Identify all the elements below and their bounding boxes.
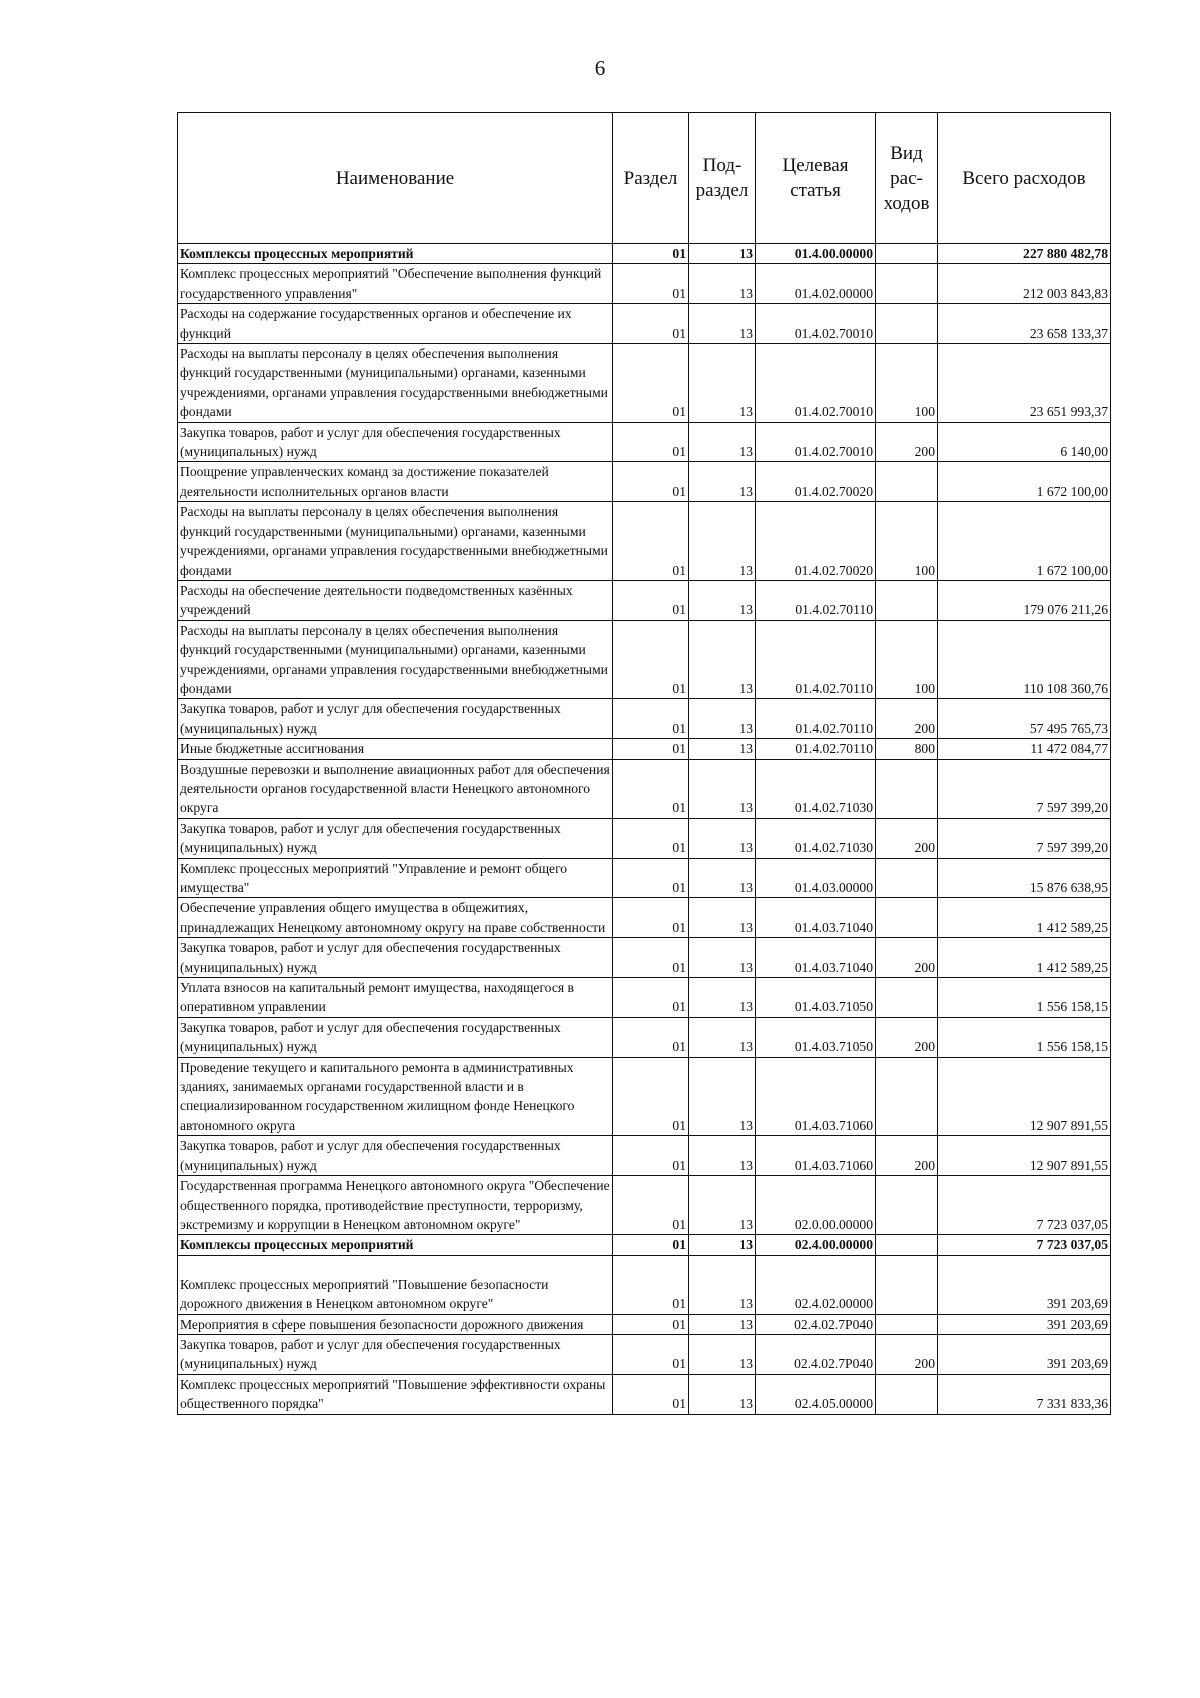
row-target-article: 02.0.00.00000 xyxy=(756,1176,876,1235)
table-row xyxy=(178,978,1111,1018)
header-subsection: Под-раздел xyxy=(689,113,756,244)
row-expense-type: 800 xyxy=(876,739,938,759)
table-row xyxy=(178,244,1111,264)
row-total: 6 140,00 xyxy=(938,422,1111,462)
row-total: 11 472 084,77 xyxy=(938,739,1111,759)
row-subsection: 13 xyxy=(689,462,756,502)
table-row xyxy=(178,502,1111,581)
row-subsection: 13 xyxy=(689,244,756,264)
row-section: 01 xyxy=(613,264,689,304)
row-expense-type xyxy=(876,1255,938,1314)
row-name: Расходы на выплаты персоналу в целях обеспечения выполнения функций государственными (муниципальными) органами, казенными учреждениями, органами управления государственными внебюджетными фондами xyxy=(178,344,613,423)
row-subsection: 13 xyxy=(689,264,756,304)
row-subsection: 13 xyxy=(689,1136,756,1176)
row-target-article: 02.4.02.00000 xyxy=(756,1255,876,1314)
table-row xyxy=(178,422,1111,462)
row-total: 7 331 833,36 xyxy=(938,1374,1111,1414)
header-expense-type: Вид рас-ходов xyxy=(876,113,938,244)
row-name: Закупка товаров, работ и услуг для обеспечения государственных (муниципальных) нужд xyxy=(178,422,613,462)
row-subsection: 13 xyxy=(689,1017,756,1057)
row-total: 7 723 037,05 xyxy=(938,1235,1111,1255)
row-total: 391 203,69 xyxy=(938,1314,1111,1334)
row-section: 01 xyxy=(613,580,689,620)
row-section: 01 xyxy=(613,978,689,1018)
row-expense-type xyxy=(876,898,938,938)
row-total: 12 907 891,55 xyxy=(938,1136,1111,1176)
row-expense-type: 200 xyxy=(876,699,938,739)
header-name: Наименование xyxy=(178,113,613,244)
row-target-article: 02.4.02.7Р040 xyxy=(756,1334,876,1374)
row-total: 179 076 211,26 xyxy=(938,580,1111,620)
header-section: Раздел xyxy=(613,113,689,244)
row-target-article: 02.4.05.00000 xyxy=(756,1374,876,1414)
row-target-article: 01.4.02.00000 xyxy=(756,264,876,304)
row-name: Расходы на выплаты персоналу в целях обеспечения выполнения функций государственными (муниципальными) органами, казенными учреждениями, органами управления государственными внебюджетными фондами xyxy=(178,502,613,581)
row-section: 01 xyxy=(613,244,689,264)
row-expense-type xyxy=(876,264,938,304)
table-row xyxy=(178,1334,1111,1374)
table-row xyxy=(178,938,1111,978)
row-expense-type: 200 xyxy=(876,1334,938,1374)
table-row xyxy=(178,1057,1111,1136)
row-expense-type: 200 xyxy=(876,1017,938,1057)
row-subsection: 13 xyxy=(689,1374,756,1414)
table-row xyxy=(178,1176,1111,1235)
budget-table xyxy=(177,112,1111,1415)
table-row xyxy=(178,759,1111,818)
table-row xyxy=(178,699,1111,739)
row-expense-type: 100 xyxy=(876,502,938,581)
row-section: 01 xyxy=(613,1017,689,1057)
row-name: Закупка товаров, работ и услуг для обеспечения государственных (муниципальных) нужд xyxy=(178,938,613,978)
row-section: 01 xyxy=(613,1334,689,1374)
row-total: 7 597 399,20 xyxy=(938,759,1111,818)
row-name: Комплекс процессных мероприятий "Обеспечение выполнения функций государственного управления" xyxy=(178,264,613,304)
row-expense-type: 200 xyxy=(876,1136,938,1176)
table-row xyxy=(178,1255,1111,1314)
row-section: 01 xyxy=(613,759,689,818)
row-total: 1 556 158,15 xyxy=(938,1017,1111,1057)
row-total: 391 203,69 xyxy=(938,1255,1111,1314)
row-target-article: 01.4.02.70010 xyxy=(756,422,876,462)
row-name: Комплекс процессных мероприятий "Повышение эффективности охраны общественного порядка" xyxy=(178,1374,613,1414)
row-subsection: 13 xyxy=(689,1235,756,1255)
table-row xyxy=(178,344,1111,423)
row-total: 227 880 482,78 xyxy=(938,244,1111,264)
row-total: 7 723 037,05 xyxy=(938,1176,1111,1235)
row-expense-type xyxy=(876,244,938,264)
row-subsection: 13 xyxy=(689,1314,756,1334)
row-section: 01 xyxy=(613,818,689,858)
row-name: Расходы на обеспечение деятельности подведомственных казённых учреждений xyxy=(178,580,613,620)
row-name: Комплекс процессных мероприятий "Повышение безопасности дорожного движения в Ненецком автономном округе" xyxy=(178,1255,613,1314)
row-subsection: 13 xyxy=(689,304,756,344)
row-target-article: 01.4.03.00000 xyxy=(756,858,876,898)
row-total: 1 412 589,25 xyxy=(938,898,1111,938)
row-total: 23 658 133,37 xyxy=(938,304,1111,344)
row-target-article: 01.4.03.71040 xyxy=(756,898,876,938)
row-target-article: 01.4.02.70110 xyxy=(756,739,876,759)
row-target-article: 01.4.02.70010 xyxy=(756,344,876,423)
row-section: 01 xyxy=(613,739,689,759)
row-section: 01 xyxy=(613,699,689,739)
row-total: 1 672 100,00 xyxy=(938,502,1111,581)
row-name: Закупка товаров, работ и услуг для обеспечения государственных (муниципальных) нужд xyxy=(178,699,613,739)
row-target-article: 01.4.02.71030 xyxy=(756,818,876,858)
row-total: 1 556 158,15 xyxy=(938,978,1111,1018)
row-section: 01 xyxy=(613,938,689,978)
row-total: 1 412 589,25 xyxy=(938,938,1111,978)
row-name: Закупка товаров, работ и услуг для обеспечения государственных (муниципальных) нужд xyxy=(178,818,613,858)
row-total: 110 108 360,76 xyxy=(938,620,1111,699)
row-expense-type xyxy=(876,1374,938,1414)
row-section: 01 xyxy=(613,1314,689,1334)
row-section: 01 xyxy=(613,858,689,898)
row-target-article: 02.4.00.00000 xyxy=(756,1235,876,1255)
row-target-article: 01.4.02.70020 xyxy=(756,502,876,581)
row-name: Обеспечение управления общего имущества в общежитиях, принадлежащих Ненецкому автономному округу на праве собственности xyxy=(178,898,613,938)
row-section: 01 xyxy=(613,462,689,502)
table-row xyxy=(178,818,1111,858)
row-subsection: 13 xyxy=(689,344,756,423)
row-target-article: 01.4.03.71050 xyxy=(756,1017,876,1057)
row-section: 01 xyxy=(613,898,689,938)
page-number: 6 xyxy=(594,56,606,80)
row-name: Закупка товаров, работ и услуг для обеспечения государственных (муниципальных) нужд xyxy=(178,1136,613,1176)
row-subsection: 13 xyxy=(689,818,756,858)
row-target-article: 01.4.02.70110 xyxy=(756,580,876,620)
row-subsection: 13 xyxy=(689,422,756,462)
row-target-article: 01.4.03.71040 xyxy=(756,938,876,978)
row-expense-type xyxy=(876,1314,938,1334)
row-name: Проведение текущего и капитального ремонта в административных зданиях, занимаемых органами государственной власти и в специализированном государственном жилищном фонде Ненецкого автономного округа xyxy=(178,1057,613,1136)
row-target-article: 01.4.03.71060 xyxy=(756,1057,876,1136)
row-subsection: 13 xyxy=(689,858,756,898)
row-expense-type xyxy=(876,1235,938,1255)
table-row xyxy=(178,1136,1111,1176)
row-target-article: 01.4.02.71030 xyxy=(756,759,876,818)
row-subsection: 13 xyxy=(689,739,756,759)
row-expense-type xyxy=(876,1057,938,1136)
row-name: Закупка товаров, работ и услуг для обеспечения государственных (муниципальных) нужд xyxy=(178,1017,613,1057)
row-subsection: 13 xyxy=(689,898,756,938)
row-total: 57 495 765,73 xyxy=(938,699,1111,739)
row-target-article: 01.4.02.70020 xyxy=(756,462,876,502)
row-subsection: 13 xyxy=(689,620,756,699)
row-total: 15 876 638,95 xyxy=(938,858,1111,898)
row-name: Иные бюджетные ассигнования xyxy=(178,739,613,759)
row-subsection: 13 xyxy=(689,699,756,739)
row-subsection: 13 xyxy=(689,1057,756,1136)
row-subsection: 13 xyxy=(689,1176,756,1235)
row-section: 01 xyxy=(613,1374,689,1414)
row-expense-type xyxy=(876,462,938,502)
row-total: 12 907 891,55 xyxy=(938,1057,1111,1136)
row-expense-type xyxy=(876,1176,938,1235)
row-total: 212 003 843,83 xyxy=(938,264,1111,304)
row-subsection: 13 xyxy=(689,938,756,978)
row-section: 01 xyxy=(613,1235,689,1255)
row-section: 01 xyxy=(613,1176,689,1235)
row-expense-type: 100 xyxy=(876,620,938,699)
table-row xyxy=(178,739,1111,759)
table-row xyxy=(178,1235,1111,1255)
row-target-article: 02.4.02.7Р040 xyxy=(756,1314,876,1334)
row-section: 01 xyxy=(613,344,689,423)
row-section: 01 xyxy=(613,422,689,462)
row-name: Поощрение управленческих команд за достижение показателей деятельности исполнительных органов власти xyxy=(178,462,613,502)
table-row xyxy=(178,304,1111,344)
row-section: 01 xyxy=(613,1255,689,1314)
row-total: 391 203,69 xyxy=(938,1334,1111,1374)
row-section: 01 xyxy=(613,1136,689,1176)
row-subsection: 13 xyxy=(689,978,756,1018)
header-target-article: Целевая статья xyxy=(756,113,876,244)
row-total: 7 597 399,20 xyxy=(938,818,1111,858)
row-name: Мероприятия в сфере повышения безопасности дорожного движения xyxy=(178,1314,613,1334)
row-target-article: 01.4.02.70010 xyxy=(756,304,876,344)
row-total: 23 651 993,37 xyxy=(938,344,1111,423)
row-total: 1 672 100,00 xyxy=(938,462,1111,502)
row-section: 01 xyxy=(613,304,689,344)
row-expense-type: 200 xyxy=(876,422,938,462)
table-row xyxy=(178,1374,1111,1414)
row-expense-type: 200 xyxy=(876,938,938,978)
header-total: Всего расходов xyxy=(938,113,1111,244)
row-name: Комплекс процессных мероприятий "Управление и ремонт общего имущества" xyxy=(178,858,613,898)
row-target-article: 01.4.00.00000 xyxy=(756,244,876,264)
table-row xyxy=(178,580,1111,620)
row-expense-type: 100 xyxy=(876,344,938,423)
table-row xyxy=(178,1314,1111,1334)
row-name: Уплата взносов на капитальный ремонт имущества, находящегося в оперативном управлении xyxy=(178,978,613,1018)
row-name: Расходы на содержание государственных органов и обеспечение их функций xyxy=(178,304,613,344)
row-subsection: 13 xyxy=(689,502,756,581)
table-row xyxy=(178,264,1111,304)
row-name: Расходы на выплаты персоналу в целях обеспечения выполнения функций государственными (муниципальными) органами, казенными учреждениями, органами управления государственными внебюджетными фондами xyxy=(178,620,613,699)
row-expense-type xyxy=(876,858,938,898)
row-subsection: 13 xyxy=(689,759,756,818)
row-expense-type xyxy=(876,759,938,818)
row-subsection: 13 xyxy=(689,1334,756,1374)
table-row xyxy=(178,1017,1111,1057)
table-row xyxy=(178,898,1111,938)
row-section: 01 xyxy=(613,502,689,581)
row-subsection: 13 xyxy=(689,1255,756,1314)
table-row xyxy=(178,462,1111,502)
row-expense-type xyxy=(876,304,938,344)
row-expense-type xyxy=(876,580,938,620)
row-name: Государственная программа Ненецкого автономного округа "Обеспечение общественного порядка, противодействие преступности, терроризму, экстремизму и коррупции в Ненецком автономном округе" xyxy=(178,1176,613,1235)
row-section: 01 xyxy=(613,620,689,699)
row-section: 01 xyxy=(613,1057,689,1136)
row-subsection: 13 xyxy=(689,580,756,620)
table-row xyxy=(178,620,1111,699)
row-target-article: 01.4.03.71050 xyxy=(756,978,876,1018)
row-target-article: 01.4.03.71060 xyxy=(756,1136,876,1176)
row-name: Закупка товаров, работ и услуг для обеспечения государственных (муниципальных) нужд xyxy=(178,1334,613,1374)
row-target-article: 01.4.02.70110 xyxy=(756,699,876,739)
table-row xyxy=(178,858,1111,898)
row-name: Комплексы процессных мероприятий xyxy=(178,1235,613,1255)
row-expense-type: 200 xyxy=(876,818,938,858)
table-body xyxy=(178,244,1111,1415)
table-header-row xyxy=(178,113,1111,244)
row-name: Комплексы процессных мероприятий xyxy=(178,244,613,264)
row-target-article: 01.4.02.70110 xyxy=(756,620,876,699)
row-name: Воздушные перевозки и выполнение авиационных работ для обеспечения деятельности органов государственной власти Ненецкого автономного округа xyxy=(178,759,613,818)
row-expense-type xyxy=(876,978,938,1018)
